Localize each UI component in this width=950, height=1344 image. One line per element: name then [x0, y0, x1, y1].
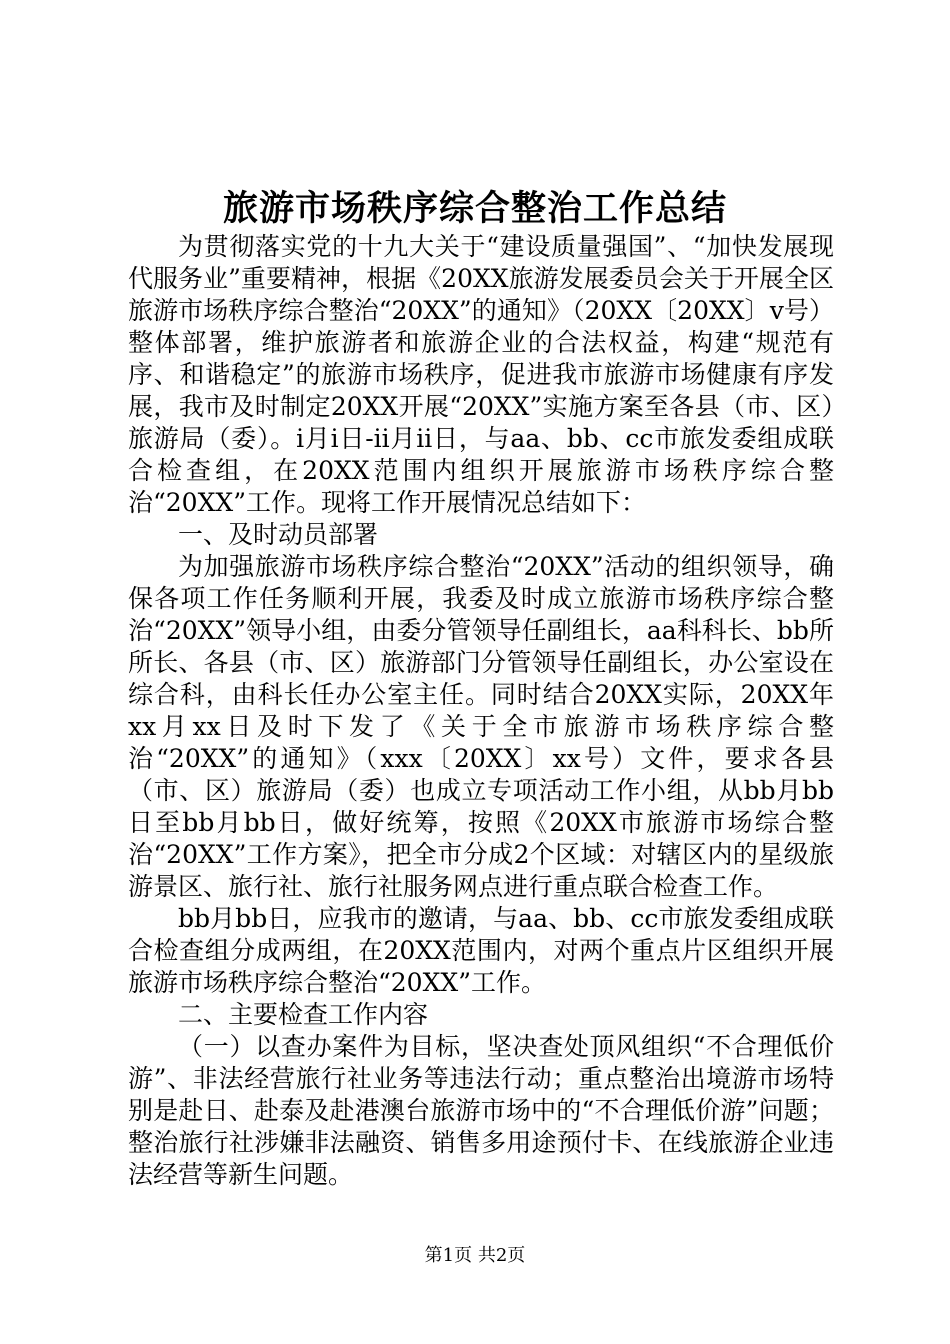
page-footer: 第1页 共2页 — [424, 1245, 526, 1266]
paragraph-section-2-item-1: （一）以查办案件为目标，坚决查处顶风组织“不合理低价游”、非法经营旅行社业务等违法行动；重点整治出境游市场特别是赴日、赴泰及赴港澳台旅游市场中的“不合理低价游”问题；整治旅行社涉嫌非法融资、销售多用途预付卡、在线旅游企业违法经营等新生问题。 — [128, 1032, 834, 1189]
paragraph-intro: 为贯彻落实党的十九大关于“建设质量强国”、“加快发展现代服务业”重要精神，根据《20XX旅游发展委员会关于开展全区旅游市场秩序综合整治“20XX”的通知》（20XX〔20XX〕v号）整体部署，维护旅游者和旅游企业的合法权益，构建“规范有序、和谐稳定”的旅游市场秩序，促进我市旅游市场健康有序发展，我市及时制定20XX开展“20XX”实施方案至各县（市、区）旅游局（委）。i月i日-ii月ii日，与aa、bb、cc市旅发委组成联合检查组，在20XX范围内组织开展旅游市场秩序综合整治“20XX”工作。现将工作开展情况总结如下： — [128, 232, 834, 517]
section-heading-2: 二、主要检查工作内容 — [178, 1000, 429, 1029]
document-title: 旅游市场秩序综合整治工作总结 — [222, 188, 727, 229]
paragraph-joint-inspection: bb月bb日，应我市的邀请，与aa、bb、cc市旅发委组成联合检查组分成两组，在20XX范围内，对两个重点片区组织开展旅游市场秩序综合整治“20XX”工作。 — [128, 904, 834, 997]
section-heading-1: 一、及时动员部署 — [178, 520, 379, 549]
document-body — [128, 231, 834, 1191]
paragraph-section-1: 为加强旅游市场秩序综合整治“20XX”活动的组织领导，确保各项工作任务顺利开展，我委及时成立旅游市场秩序综合整治“20XX”领导小组，由委分管领导任副组长，aa科科长、bb所所长、各县（市、区）旅游部门分管领导任副组长，办公室设在综合科，由科长任办公室主任。同时结合20XX实际，20XX年xx月xx日及时下发了《关于全市旅游市场秩序综合整治“20XX”的通知》（xxx〔20XX〕xx号）文件，要求各县（市、区）旅游局（委）也成立专项活动工作小组，从bb月bb日至bb月bb日，做好统筹，按照《20XX市旅游市场综合整治“20XX”工作方案》，把全市分成2个区域：对辖区内的星级旅游景区、旅行社、旅行社服务网点进行重点联合检查工作。 — [128, 552, 834, 901]
